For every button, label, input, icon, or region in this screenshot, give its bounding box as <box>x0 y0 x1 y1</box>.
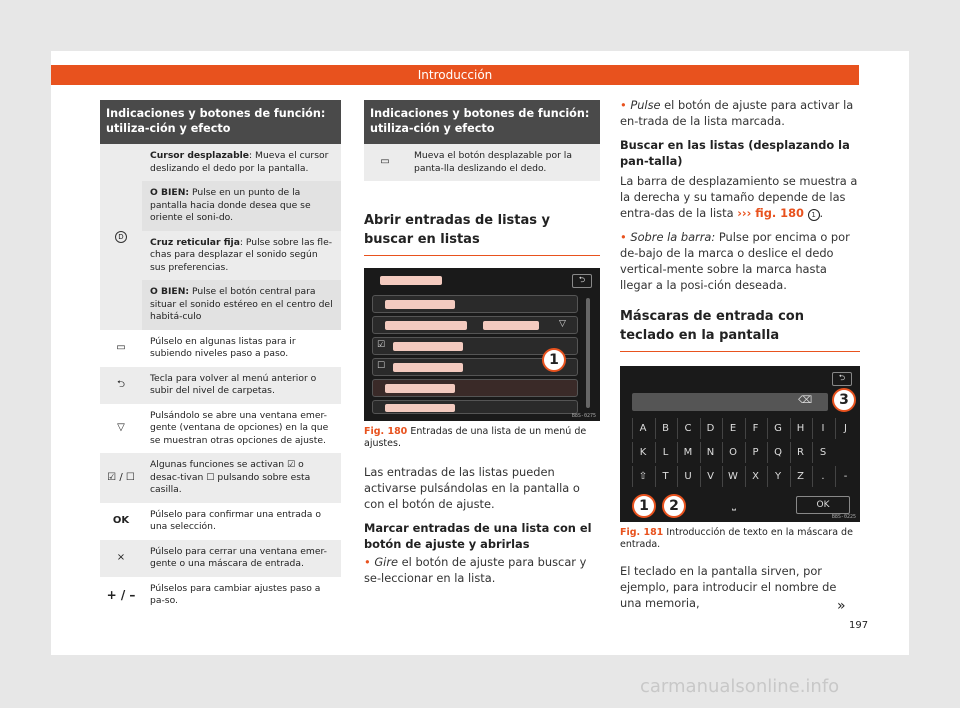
function-table-1 <box>100 100 341 614</box>
close-icon: × <box>116 551 126 563</box>
checkbox-icon: ☑ / ☐ <box>107 471 135 483</box>
ok-key: OK <box>796 496 850 514</box>
table-row: ▭ Púlselo en algunas listas para ir subiendo niveles paso a paso. <box>100 330 341 367</box>
figure-181-keyboard: ⮌ ⌫ A B C D E F G H I J K L M N O P Q R S ⇧ T U V W X Y Z . - ⎵ OK 3 1 2 B8S-0225 <box>620 366 860 522</box>
scrollbar <box>586 298 590 408</box>
back-icon: ⮌ <box>832 372 852 386</box>
keyboard-key: K <box>632 442 653 463</box>
keyboard-key: P <box>745 442 766 463</box>
keyboard-key: O <box>722 442 743 463</box>
keyboard-key: I <box>812 418 833 439</box>
column-2 <box>364 100 600 586</box>
continue-mark: » <box>837 598 846 614</box>
keyboard-key: F <box>745 418 766 439</box>
plus-minus-icon: + / – <box>106 587 136 602</box>
column-3 <box>620 97 860 611</box>
checked-box-icon: ☑ <box>377 340 386 350</box>
figure-caption: Fig. 180 Entradas de una lista de un menú de ajustes. <box>364 426 587 449</box>
keyboard-key: S <box>812 442 833 463</box>
keyboard-key: L <box>655 442 676 463</box>
keyboard-key: T <box>655 466 676 487</box>
back-icon: ⮌ <box>116 378 125 390</box>
table-row: × Púlselo para cerrar una ventana emer-gente o una máscara de entrada. <box>100 540 341 577</box>
d-item: O BIEN: Pulse el botón central para situar el sonido estéreo en el centro del habitá-culo <box>142 280 341 330</box>
keyboard-key: Z <box>790 466 811 487</box>
section-title: Abrir entradas de listas y buscar en listas <box>364 211 600 256</box>
table-row: ▭ Mueva el botón desplazable por la panta-lla deslizando el dedo. <box>364 144 600 181</box>
keyboard-key: . <box>812 466 833 487</box>
keyboard-key: C <box>677 418 698 439</box>
subheading: Marcar entradas de una lista con el botón de ajuste y abrirlas <box>364 521 592 551</box>
keyboard-key: B <box>655 418 676 439</box>
keyboard-key: N <box>700 442 721 463</box>
keyboard-key: W <box>722 466 743 487</box>
watermark: carmanualsonline.info <box>640 676 840 697</box>
table-heading: Indicaciones y botones de función: utiliza-ción y efecto <box>100 100 341 144</box>
page-number: 197 <box>849 620 869 631</box>
empty-box-icon: ☐ <box>377 361 386 371</box>
checked-box-icon: ☑ <box>286 459 296 470</box>
paragraph: La barra de desplazamiento se muestra a la derecha y su tamaño depende de las entra-das de la lista ››› fig. 180 1 . <box>620 174 858 220</box>
keyboard-key: ⇧ <box>632 466 653 487</box>
bullet: • Gire el botón de ajuste para buscar y se-leccionar en la lista. <box>364 555 587 585</box>
slider-icon: ▭ <box>380 156 390 168</box>
d-symbol: D <box>115 231 127 243</box>
d-item: Cruz reticular fija: Pulse sobre las fle-chas para desplazar el sonido según sus preferencias. <box>150 236 333 273</box>
keyboard-key: D <box>700 418 721 439</box>
back-icon: ⮌ <box>572 274 592 288</box>
callout-1: 1 <box>542 348 566 372</box>
keyboard-key: G <box>767 418 788 439</box>
keyboard-key: H <box>790 418 811 439</box>
callout-2: 2 <box>662 494 686 518</box>
keyboard-key: M <box>677 442 698 463</box>
empty-box-icon: ☐ <box>206 471 215 483</box>
table-row: ☑ / ☐ Algunas funciones se activan ☑ o desac-tivan ☐ pulsando sobre esta casilla. <box>100 453 341 503</box>
table-row: + / – Púlselos para cambiar ajustes paso a pa-so. <box>100 577 341 614</box>
bullet: • Sobre la barra: Pulse por encima o por de-bajo de la marca o deslice el dedo vertical-mente sobre la marca hasta llegar a la posi-ción deseada. <box>620 230 850 292</box>
keyboard-key: A <box>632 418 653 439</box>
keyboard-key: E <box>722 418 743 439</box>
keyboard-key: - <box>835 466 856 487</box>
keyboard-key: U <box>677 466 698 487</box>
table-row <box>100 144 341 330</box>
backspace-icon: ⌫ <box>798 395 813 406</box>
keyboard-key: J <box>835 418 856 439</box>
section-title: Máscaras de entrada con teclado en la pantalla <box>620 307 860 352</box>
table-row: OK Púlselo para confirmar una entrada o una selección. <box>100 503 341 540</box>
keyboard-key: X <box>745 466 766 487</box>
chapter-header: Introducción <box>51 65 859 85</box>
folder-icon: ▭ <box>116 341 126 353</box>
subheading: Buscar en las listas (desplazando la pan-talla) <box>620 138 850 168</box>
paragraph: Las entradas de las listas pueden activarse pulsándolas en la pantalla o con el botón de ajuste. <box>364 465 580 511</box>
keyboard-key: V <box>700 466 721 487</box>
dropdown-triangle-icon: ▽ <box>559 319 566 329</box>
ok-symbol: OK <box>112 514 130 526</box>
bullet: • Pulse el botón de ajuste para activar la en-trada de la lista marcada. <box>620 98 854 128</box>
paragraph: El teclado en la pantalla sirven, por ejemplo, para introducir el nombre de una memoria, <box>620 564 837 610</box>
table-row: ▽ Pulsándolo se abre una ventana emer-gente (ventana de opciones) en la que se muestran otras opciones de ajuste. <box>100 404 341 454</box>
callout-1: 1 <box>632 494 656 518</box>
keyboard-key: Y <box>767 466 788 487</box>
table-heading: Indicaciones y botones de función: utiliza-ción y efecto <box>364 100 600 144</box>
figure-180-screen: ⮌ ▽ ☑ ☐ 1 B8S-0275 <box>364 268 600 421</box>
table-row: ⮌ Tecla para volver al menú anterior o subir del nivel de carpetas. <box>100 367 341 404</box>
callout-3: 3 <box>832 388 856 412</box>
keyboard-key: Q <box>767 442 788 463</box>
d-item: Cursor desplazable: Mueva el cursor deslizando el dedo por la pantalla. <box>150 150 329 174</box>
space-key: ⎵ <box>732 500 736 511</box>
d-item: O BIEN: Pulse en un punto de la pantalla hacia donde desea que se oriente el soni-do. <box>142 181 341 231</box>
figure-caption: Fig. 181 Introducción de texto en la máscara de entrada. <box>620 527 853 550</box>
dropdown-triangle-icon: ▽ <box>117 422 125 433</box>
keyboard-key: R <box>790 442 811 463</box>
